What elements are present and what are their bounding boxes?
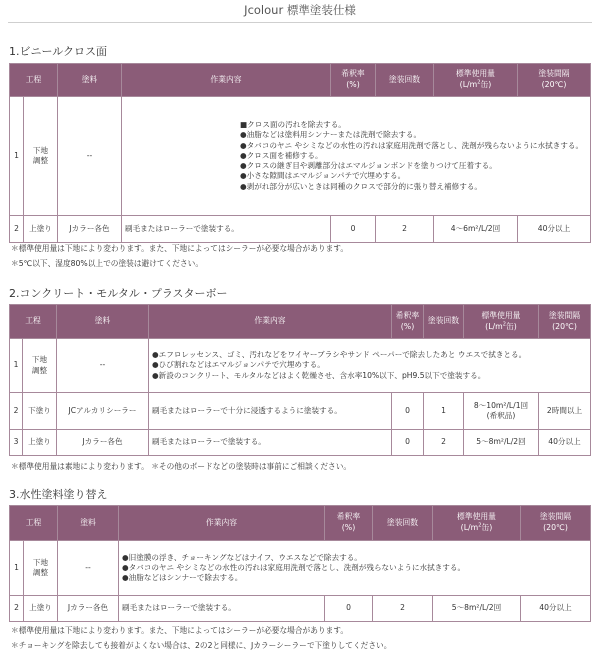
row-number: 1 [10,541,24,596]
material-cell: Jカラー各色 [58,216,122,243]
process-cell: 下塗り [23,393,57,430]
usage-cell: 8～10m²/L/1回 (希釈品) [464,393,539,430]
section-heading-water-repaint: 3.水性塗料塗り替え [9,488,108,501]
table-header-row [10,64,591,97]
note-text: ＊5℃以下、湿度80%以上での塗装は避けてください。 [11,259,204,268]
material-cell: -- [58,541,119,596]
note-text: ＊標準使用量は下地により変わります。また、下地によってはシーラーが必要な場合があります。 [11,244,349,253]
work-line: ●エフロレッセンス、ゴミ、汚れなどをワイヤーブラシやサンド ペーパーで除去したあと ウエスで拭きとる。 [152,350,527,360]
table-row [10,339,591,393]
header-usage: 標準使用量 ($L/m^2$缶) [433,506,521,541]
table-row [10,216,591,243]
table-row [10,596,591,622]
work-line: ●旧塗膜の浮き、チョーキングなどはナイフ、ウエスなどで除去する。 [122,552,362,562]
work-line: ●剥がれ部分が広いときは同種のクロスで部分的に張り替え補修する。 [240,181,483,191]
usage-cell: 5～8m²/L/2回 [464,430,539,456]
material-cell: Jカラー各色 [57,430,149,456]
process-cell: 下地 調整 [23,339,57,393]
material-cell: -- [58,97,122,216]
coats-cell: 2 [376,216,434,243]
row-number: 2 [10,216,24,243]
work-cell: 刷毛またはローラーで塗装する。 [119,596,325,622]
interval-cell: 40分以上 [521,596,591,622]
title-divider [8,22,592,23]
section-heading-concrete: 2.コンクリート・モルタル・プラスターボー [9,287,228,300]
dilution-cell: 0 [392,430,424,456]
dilution-cell: 0 [325,596,373,622]
work-cell [149,339,591,393]
process-cell: 上塗り [23,430,57,456]
row-number: 1 [10,339,23,393]
work-line: ●新設のコンクリート、モルタルなどはよく乾燥させ、含水率10%以下、pH9.5以下で塗装する。 [152,370,486,380]
work-line: ●クロスの継ぎ目や剥離部分はエマルジョンボンドを塗りつけて圧着する。 [240,161,497,171]
row-number: 2 [10,596,24,622]
work-line: ●タバコのヤニ やシミなどの水性の汚れは家庭用洗剤で落とし、洗剤が残らないように水拭きする。 [240,140,584,150]
header-coats: 塗装回数 [373,506,433,541]
dilution-cell: 0 [331,216,376,243]
header-work: 作業内容 [119,506,325,541]
table-row [10,430,591,456]
work-line: ●油脂などはシンナーで除去する。 [122,573,243,583]
work-cell [119,541,591,596]
row-number: 1 [10,97,24,216]
header-interval: 塗装間隔 (20℃) [518,64,591,97]
work-line: ■クロス面の汚れを除去する。 [240,120,346,130]
process-cell: 上塗り [24,596,58,622]
coats-cell: 2 [373,596,433,622]
header-material: 塗料 [57,305,149,339]
note-text: ＊チョーキングを除去しても接着がよくない場合は、2の2と同様に、Jカラーシーラーで下塗りしてください。 [11,641,392,650]
interval-cell: 2時間以上 [539,393,591,430]
header-coats: 塗装回数 [424,305,464,339]
material-cell: Jカラー各色 [58,596,119,622]
header-dilution: 希釈率 (%) [392,305,424,339]
header-dilution: 希釈率 (%) [331,64,376,97]
usage-cell: 4～6m²/L/2回 [434,216,518,243]
spec-table-concrete [9,304,591,456]
table-row [10,393,591,430]
header-coats: 塗装回数 [376,64,434,97]
coats-cell: 1 [424,393,464,430]
section-heading-vinyl-cloth: 1.ビニールクロス面 [9,45,108,58]
header-process: 工程 [10,64,58,97]
header-process: 工程 [10,305,57,339]
header-interval: 塗装間隔 (20℃) [521,506,591,541]
header-work: 作業内容 [122,64,331,97]
row-number: 3 [10,430,23,456]
spec-table-water-repaint [9,505,591,622]
interval-cell: 40分以上 [518,216,591,243]
header-material: 塗料 [58,64,122,97]
work-line: ●油脂などは塗料用シンナーまたは洗剤で除去する。 [240,130,422,140]
spec-table-vinyl-cloth [9,63,591,243]
process-cell: 下地 調整 [24,541,58,596]
material-cell: -- [57,339,149,393]
work-line: ●ひび割れなどはエマルジョンパテで穴埋めする。 [152,360,325,370]
dilution-cell: 0 [392,393,424,430]
usage-cell: 5～8m²/L/2回 [433,596,521,622]
material-cell: JCアルカリシーラー [57,393,149,430]
work-line: ●小さな隙間はエマルジョンパテで穴埋めする。 [240,171,406,181]
table-header-row [10,305,591,339]
header-interval: 塗装間隔 (20℃) [539,305,591,339]
work-cell [122,97,591,216]
note-text: ＊標準使用量は素地により変わります。 ＊その他のボードなどの塗装時は事前にご相談ください。 [11,462,352,471]
process-cell: 上塗り [24,216,58,243]
work-line: ●クロス面を補修する。 [240,150,323,160]
work-cell: 刷毛またはローラーで塗装する。 [149,430,392,456]
process-cell: 下地 調整 [24,97,58,216]
table-row [10,97,591,216]
work-cell: 刷毛またはローラーで十分に浸透するように塗装する。 [149,393,392,430]
note-text: ＊標準使用量は下地により変わります。また、下地によってはシーラーが必要な場合があります。 [11,626,349,635]
header-usage: 標準使用量 ($L/m^2$缶) [434,64,518,97]
page-title: Jcolour 標準塗装仕様 [244,3,356,17]
header-usage: 標準使用量 ($L/m^2$缶) [464,305,539,339]
header-dilution: 希釈率 (%) [325,506,373,541]
coats-cell: 2 [424,430,464,456]
interval-cell: 40分以上 [539,430,591,456]
header-material: 塗料 [58,506,119,541]
row-number: 2 [10,393,23,430]
table-row [10,541,591,596]
work-line: ●タバコのヤニ やシミなどの水性の汚れは家庭用洗剤で落とし、洗剤が残らないように水拭きする。 [122,562,466,572]
work-cell: 刷毛またはローラーで塗装する。 [122,216,331,243]
header-work: 作業内容 [149,305,392,339]
table-header-row [10,506,591,541]
header-process: 工程 [10,506,58,541]
